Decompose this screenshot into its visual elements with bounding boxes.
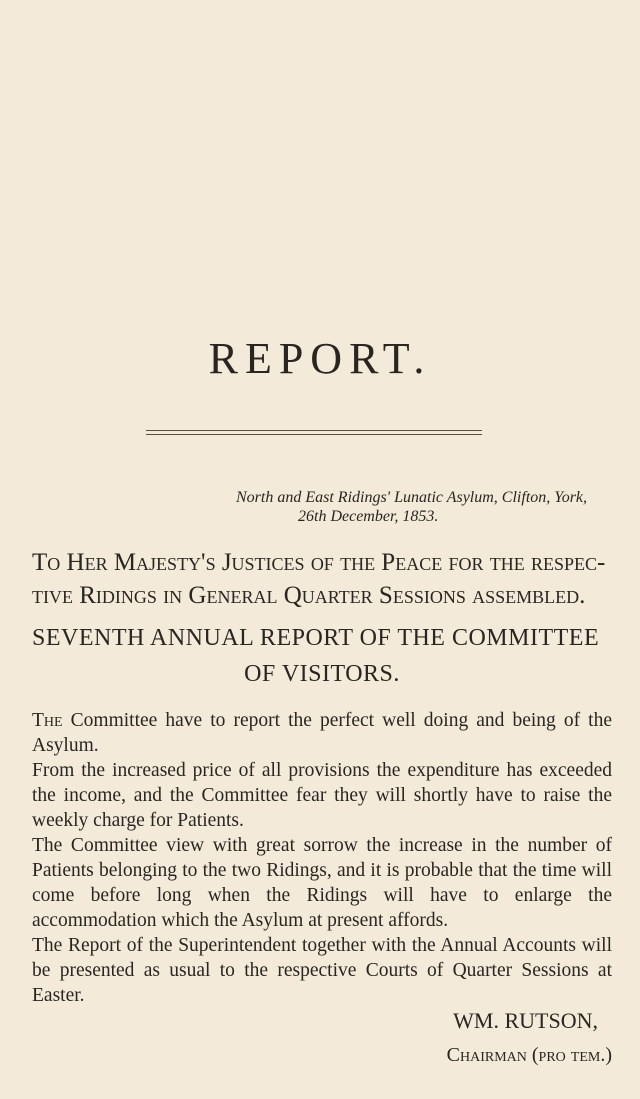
page-title: REPORT. (208, 334, 432, 383)
report-body (32, 708, 612, 1008)
signatory-name: WM. RUTSON, (453, 1008, 598, 1033)
date-line: 26th December, 1853. (298, 508, 439, 525)
signature-block (340, 1004, 612, 1072)
place-line: North and East Ridings' Lunatic Asylum, Clifton, York, (236, 489, 588, 506)
paragraph-text: The Committee view with great sorrow the increase in the number of Patients belonging to the two Ridings, and it is probable that the time will come before long when the Ridings will have to enlarge the accommodation which the Asylum at present affords. (32, 835, 612, 931)
heading-line-1: SEVENTH ANNUAL REPORT OF THE COMMITTEE (32, 625, 600, 651)
place-and-date (236, 488, 616, 526)
heading-line-2: OF VISITORS. (244, 661, 400, 687)
report-heading (32, 620, 612, 692)
paragraph-3 (32, 833, 612, 933)
paragraph-text: From the increased price of all provisions the expenditure has exceeded the income, and the Committee fear they will shortly have to raise the weekly charge for Patients. (32, 760, 612, 831)
paragraph-4 (32, 933, 612, 1008)
address-block (32, 546, 612, 612)
paragraph-text: Committee have to report the perfect well doing and being of the Asylum. (32, 710, 612, 756)
title-rule-bottom (146, 434, 482, 435)
title-rule-top (146, 430, 482, 431)
paragraph-text: The Report of the Superintendent together with the Annual Accounts will be presented as usual to the respective Courts of Quarter Sessions at Easter. (32, 935, 612, 1006)
paragraph-1 (32, 708, 612, 758)
paragraph-lead-word: The (32, 710, 63, 731)
paragraph-2 (32, 758, 612, 833)
signatory-role: Chairman (pro tem.) (446, 1044, 612, 1066)
address-line-1: To Her Majesty's Justices of the Peace for the respec- (32, 549, 606, 576)
address-line-2: tive Ridings in General Quarter Sessions assembled. (32, 582, 586, 609)
